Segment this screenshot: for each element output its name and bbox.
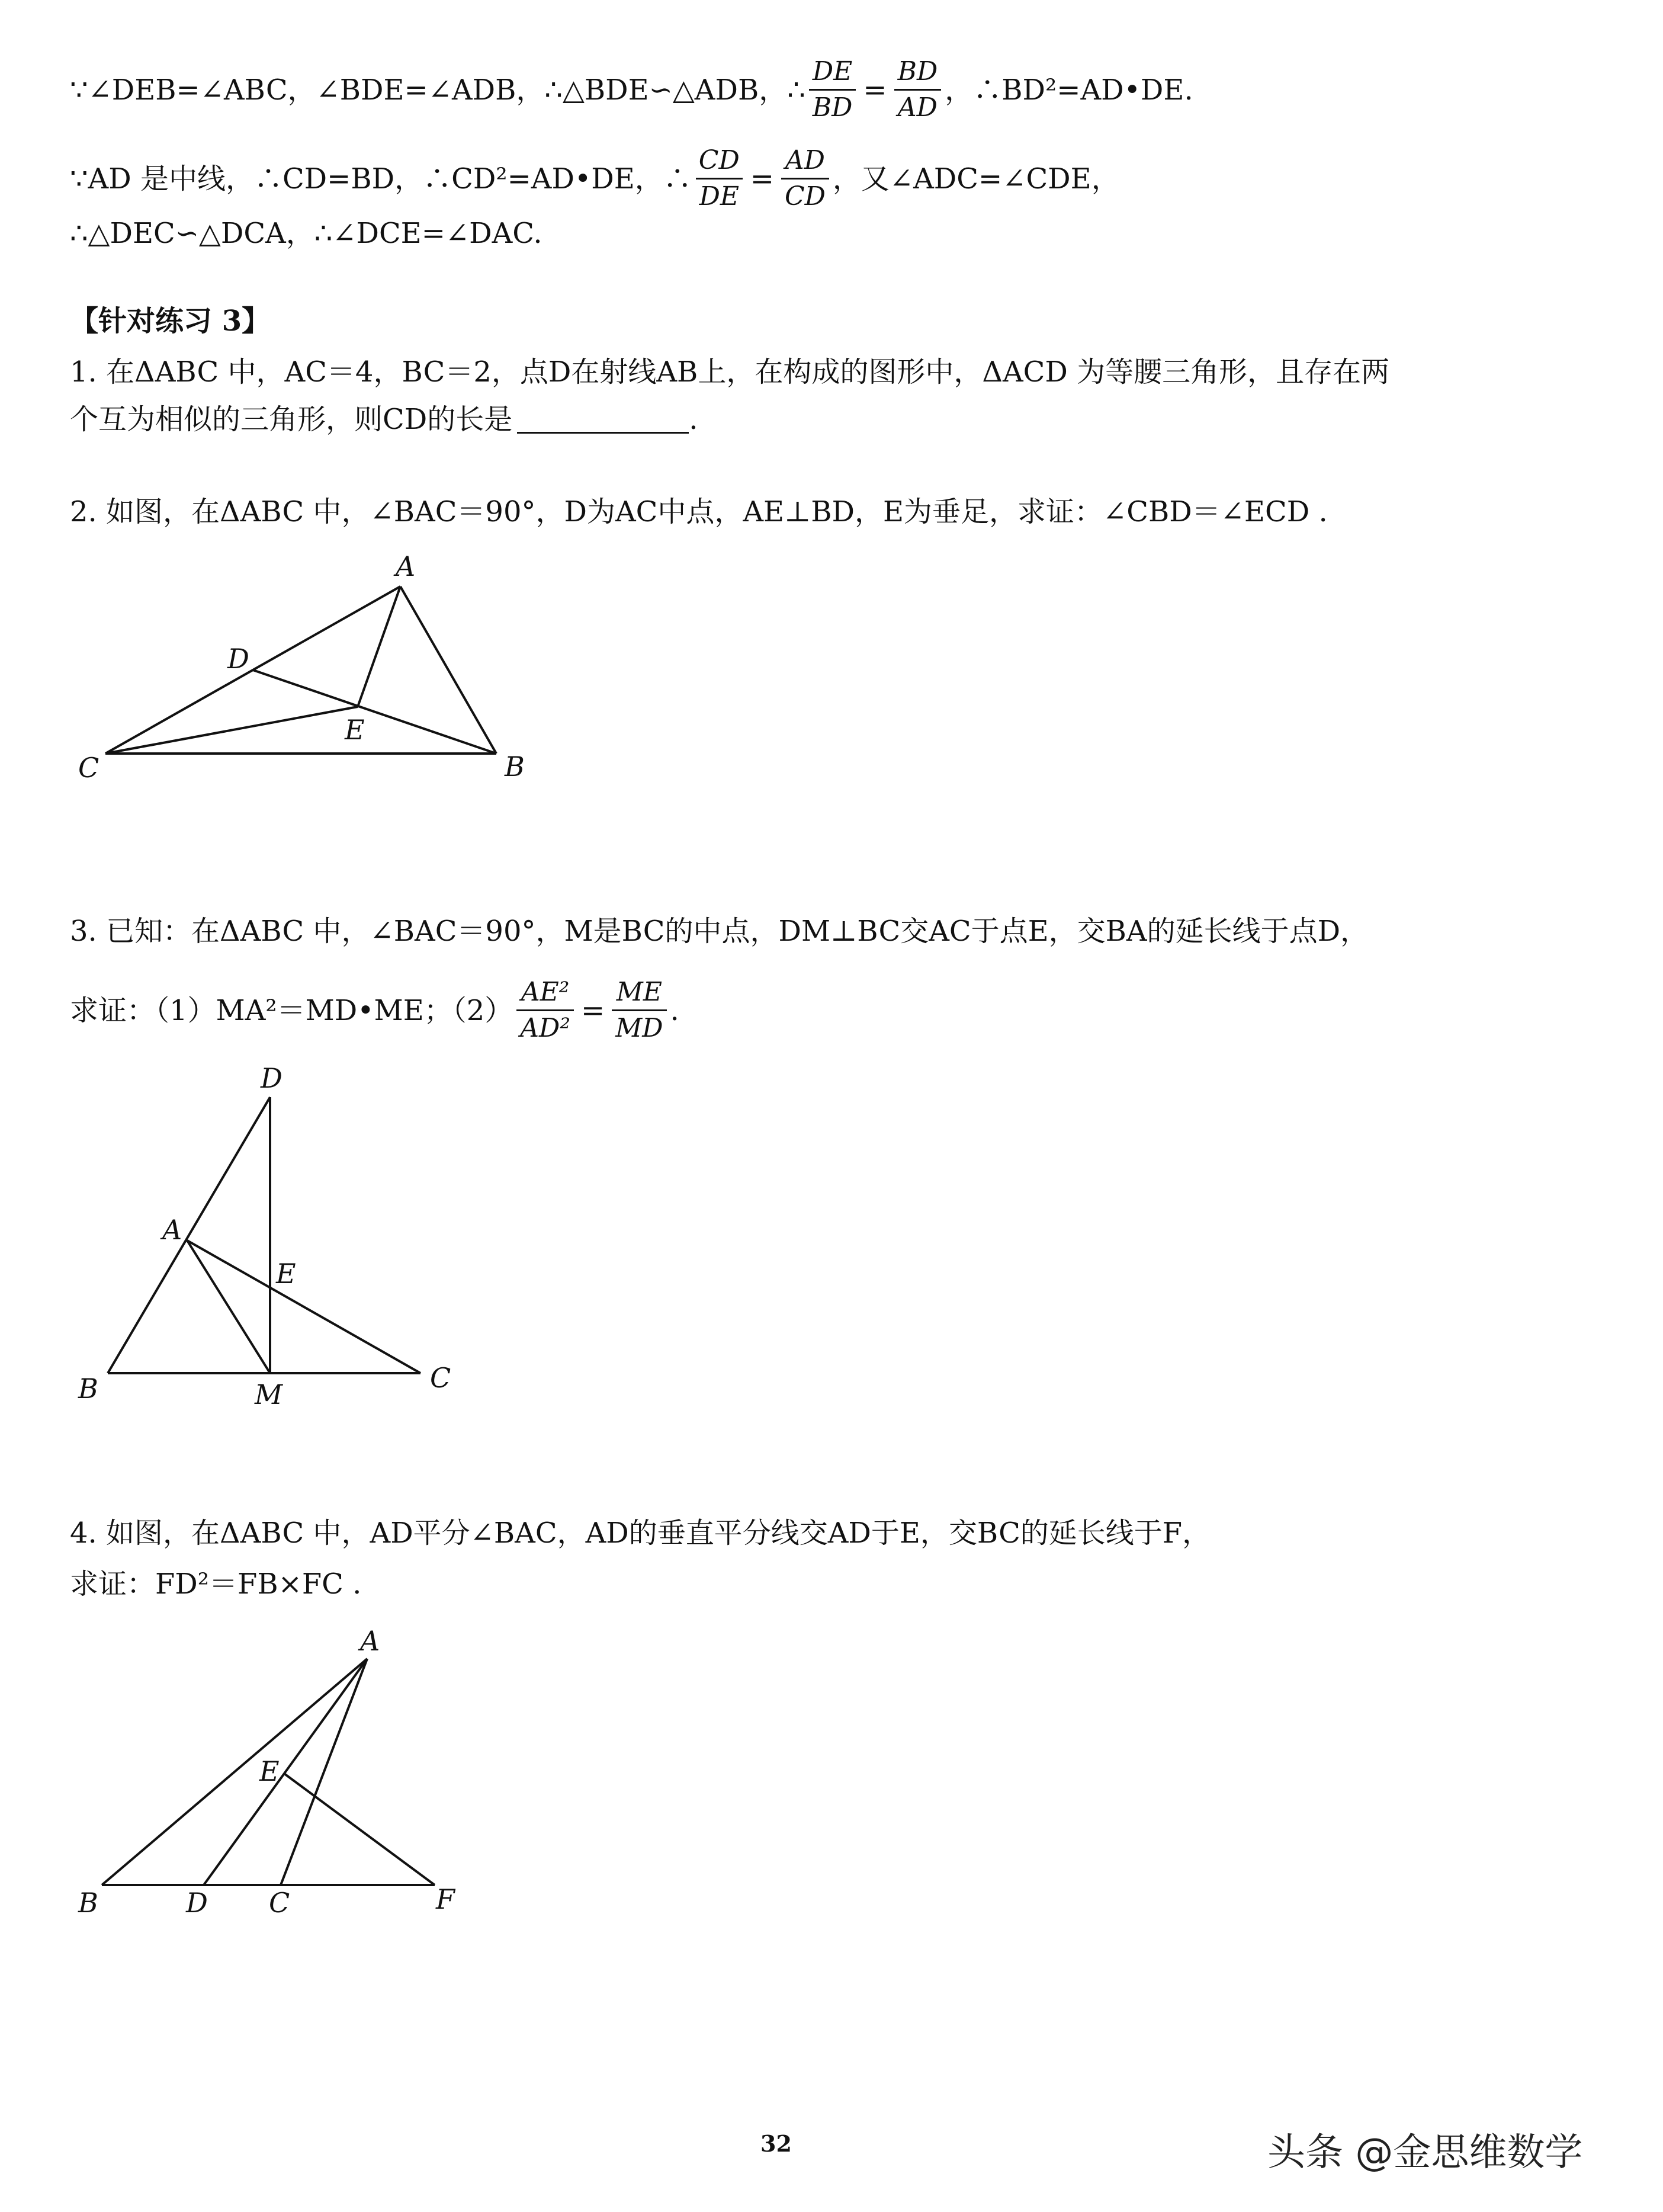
- label-c: C: [269, 1887, 290, 1919]
- solution-line-1-text-a: ∵∠DEB=∠ABC，∠BDE=∠ADB，∴△BDE∽△ADB，∴: [70, 73, 805, 107]
- label-e: E: [345, 714, 365, 746]
- fraction-numerator: AE²: [521, 977, 570, 1007]
- fraction-denominator: MD: [612, 1009, 666, 1043]
- label-a: A: [396, 550, 416, 582]
- fraction-numerator: AD: [785, 145, 825, 175]
- segment-ef: [284, 1774, 435, 1885]
- label-d: D: [227, 643, 249, 675]
- equals-sign: =: [580, 993, 605, 1027]
- question-4-line-2: 求证：FD²＝FB×FC .: [70, 1567, 362, 1601]
- fraction-denominator: AD²: [516, 1009, 574, 1043]
- watermark: 头条 @金思维数学: [1267, 2131, 1583, 2175]
- question-1-period: .: [689, 403, 698, 436]
- label-f: F: [436, 1883, 455, 1915]
- question-4-line-1: 4. 如图，在ΔABC 中，AD平分∠BAC，AD的垂直平分线交AD于E，交BC的延长线于F，: [70, 1517, 1211, 1550]
- question-1-text: 个互为相似的三角形，则CD的长是: [70, 403, 513, 436]
- fraction-numerator: DE: [812, 56, 853, 86]
- fraction-numerator: ME: [616, 977, 662, 1007]
- fraction-numerator: BD: [897, 56, 938, 86]
- question-3-line-1: 3. 已知：在ΔABC 中，∠BAC＝90°，M是BC的中点，DM⊥BC交AC于点E，交BA的延长线于点D，: [70, 915, 1369, 948]
- label-b: B: [505, 751, 525, 783]
- fraction-denominator: DE: [696, 178, 743, 211]
- fraction-numerator: CD: [698, 145, 740, 175]
- solution-line-1-text-b: ，∴BD²=AD•DE.: [945, 73, 1193, 107]
- fraction-denominator: BD: [809, 89, 856, 123]
- label-a: A: [360, 1625, 380, 1657]
- label-c: C: [430, 1362, 451, 1394]
- solution-line-2-text-b: ，又∠ADC=∠CDE，: [832, 162, 1120, 195]
- fraction-denominator: CD: [781, 178, 829, 211]
- question-2-text: 2. 如图，在ΔABC 中，∠BAC＝90°，D为AC中点，AE⊥BD，E为垂足，求证：∠CBD＝∠ECD .: [70, 495, 1328, 528]
- label-a: A: [162, 1214, 182, 1246]
- question-3-period: .: [670, 993, 679, 1027]
- label-m: M: [255, 1379, 283, 1410]
- label-c: C: [78, 752, 99, 784]
- question-3-prove-text: 求证：（1）MA²＝MD•ME；（2）: [70, 993, 513, 1027]
- solution-line-3: ∴△DEC∽△DCA，∴∠DCE=∠DAC.: [70, 217, 542, 250]
- equals-sign: =: [863, 73, 887, 107]
- solution-line-2-text-a: ∵AD 是中线，∴CD=BD，∴CD²=AD•DE，∴: [70, 162, 692, 195]
- label-d: D: [186, 1887, 208, 1919]
- label-b: B: [78, 1887, 98, 1919]
- label-b: B: [78, 1373, 98, 1405]
- section-title: 【针对练习 3】: [70, 304, 271, 338]
- fraction-denominator: AD: [894, 89, 941, 123]
- segment-ab: [102, 1659, 367, 1885]
- label-e: E: [259, 1755, 280, 1787]
- page-number: 32: [760, 2130, 792, 2157]
- segment-ad: [204, 1659, 367, 1885]
- question-1-line-1: 1. 在ΔABC 中，AC＝4，BC＝2，点D在射线AB上，在构成的图形中，ΔACD 为等腰三角形，且存在两: [70, 355, 1390, 389]
- label-d: D: [261, 1062, 282, 1094]
- equals-sign: =: [750, 162, 774, 195]
- label-e: E: [276, 1258, 296, 1290]
- segment-ac: [281, 1659, 367, 1885]
